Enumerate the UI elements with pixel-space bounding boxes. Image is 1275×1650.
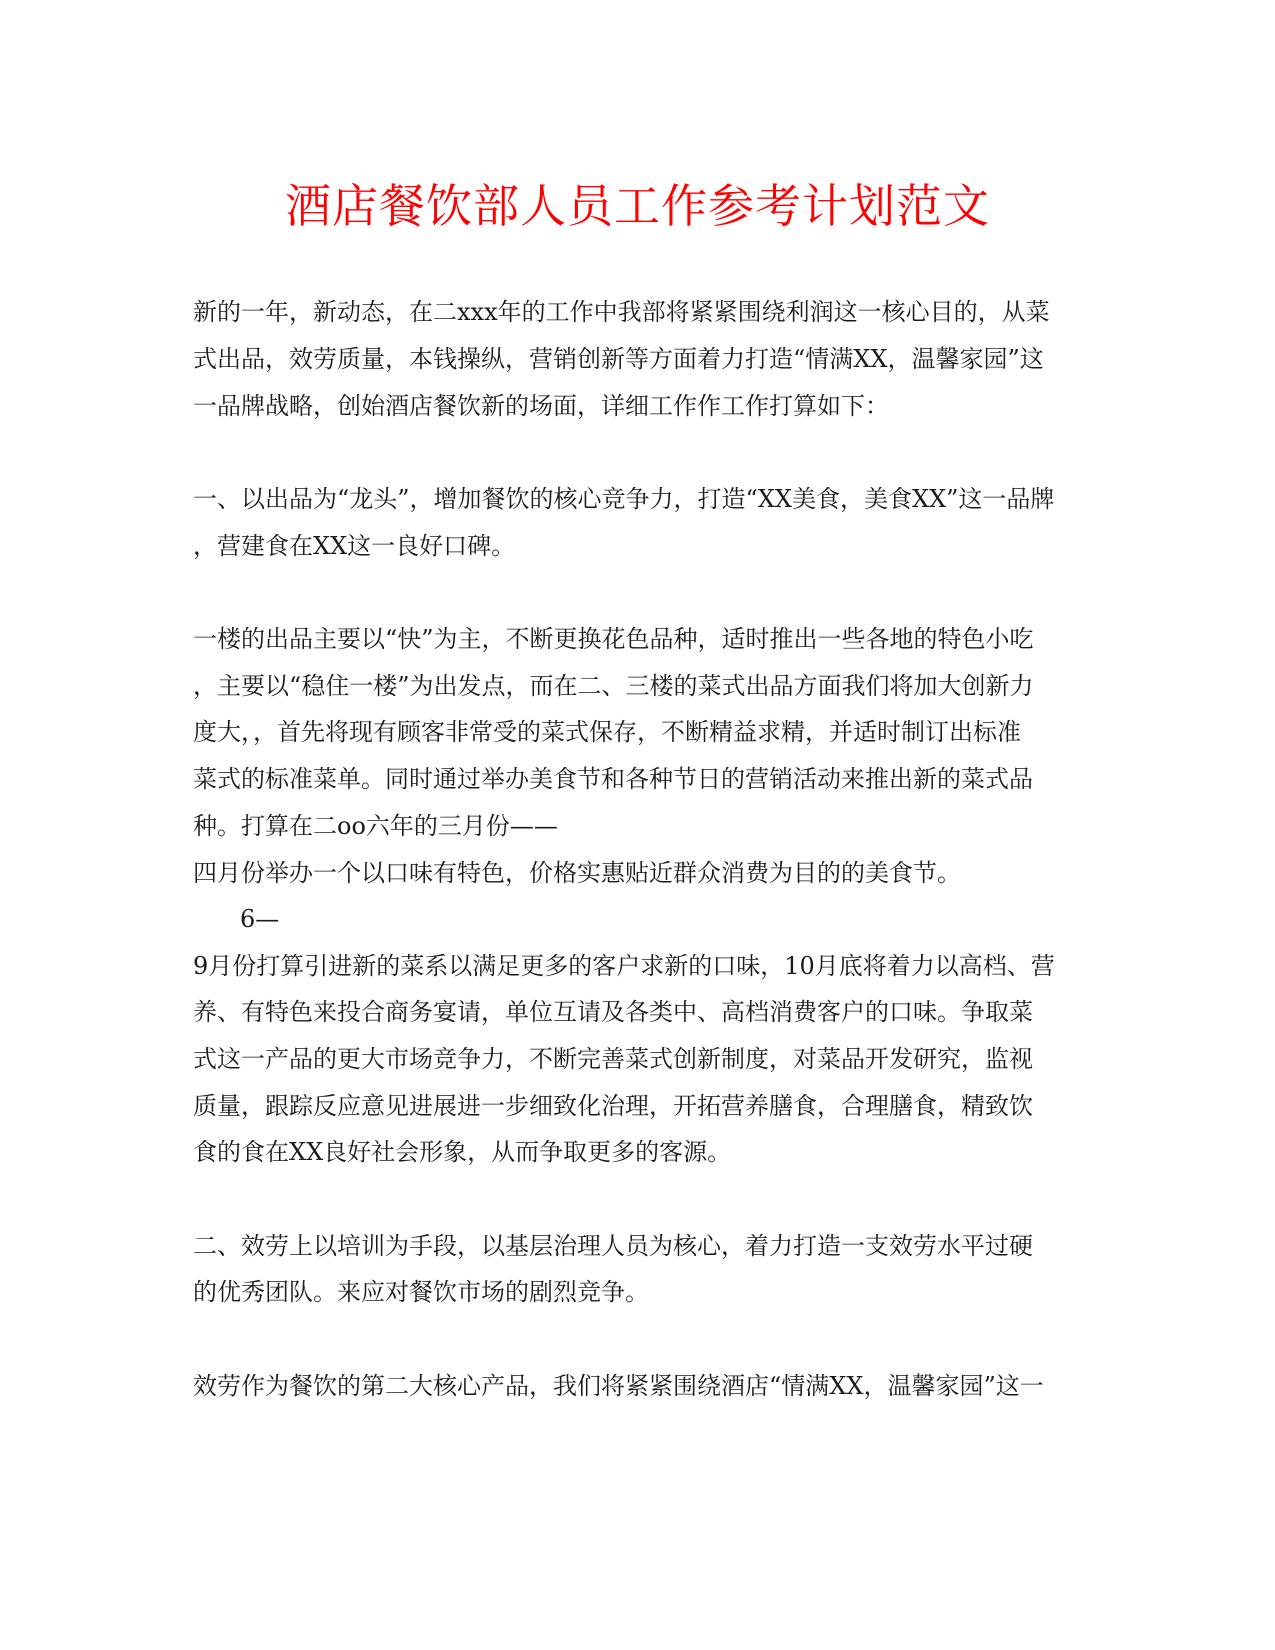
section-1-heading-line-2: ，营建食在XX这一良好口碑。 [193, 532, 516, 560]
paragraph-2-line-9: 养、有特色来投合商务宴请，单位互请及各类中、高档消费客户的口味。争取菜 [193, 998, 1033, 1026]
paragraph-1-line-1: 新的一年，新动态，在二xxx年的工作中我部将紧紧围绕利润这一核心目的，从菜 [193, 298, 1050, 326]
paragraph-2-line-4: 菜式的标准菜单。同时通过举办美食节和各种节日的营销活动来推出新的菜式品 [193, 765, 1033, 793]
paragraph-2-line-12: 食的食在XX良好社会形象，从而争取更多的客源。 [193, 1138, 732, 1166]
paragraph-3-line-1: 效劳作为餐饮的第二大核心产品，我们将紧紧围绕酒店“情满XX，温馨家园”这一 [193, 1372, 1044, 1400]
paragraph-2-line-11: 质量，跟踪反应意见进展进一步细致化治理，开拓营养膳食，合理膳食，精致饮 [193, 1092, 1033, 1120]
paragraph-2-line-3: 度大，，首先将现有顾客非常受的菜式保存，不断精益求精，并适时制订出标准 [193, 718, 1021, 746]
paragraph-2-line-1: 一楼的出品主要以“快”为主，不断更换花色品种，适时推出一些各地的特色小吃 [193, 625, 1034, 653]
paragraph-2-line-5: 种。打算在二oo六年的三月份—— [193, 812, 558, 840]
paragraph-2-line-8: 9月份打算引进新的菜系以满足更多的客户求新的口味，10月底将着力以高档、营 [193, 952, 1055, 980]
document-title: 酒店餐饮部人员工作参考计划范文 [285, 179, 990, 233]
paragraph-1-line-2: 式出品，效劳质量，本钱操纵，营销创新等方面着力打造“情满XX，温馨家园”这 [193, 345, 1044, 373]
paragraph-1-line-3: 一品牌战略，创始酒店餐饮新的场面，详细工作作工作打算如下： [193, 392, 889, 420]
section-1-heading-line-1: 一、以出品为“龙头”，增加餐饮的核心竞争力，打造“XX美食，美食XX”这一品牌 [193, 485, 1055, 513]
section-2-heading-line-2: 的优秀团队。来应对餐饮市场的剧烈竞争。 [193, 1278, 649, 1306]
paragraph-2-line-10: 式这一产品的更大市场竞争力，不断完善菜式创新制度，对菜品开发研究，监视 [193, 1045, 1033, 1073]
paragraph-2-line-7: 6— [240, 905, 280, 933]
section-2-heading-line-1: 二、效劳上以培训为手段，以基层治理人员为核心，着力打造一支效劳水平过硬 [193, 1232, 1033, 1260]
paragraph-2-line-6: 四月份举办一个以口味有特色，价格实惠贴近群众消费为目的的美食节。 [193, 859, 961, 887]
paragraph-2-line-2: ，主要以“稳住一楼”为出发点，而在二、三楼的菜式出品方面我们将加大创新力 [193, 672, 1034, 700]
